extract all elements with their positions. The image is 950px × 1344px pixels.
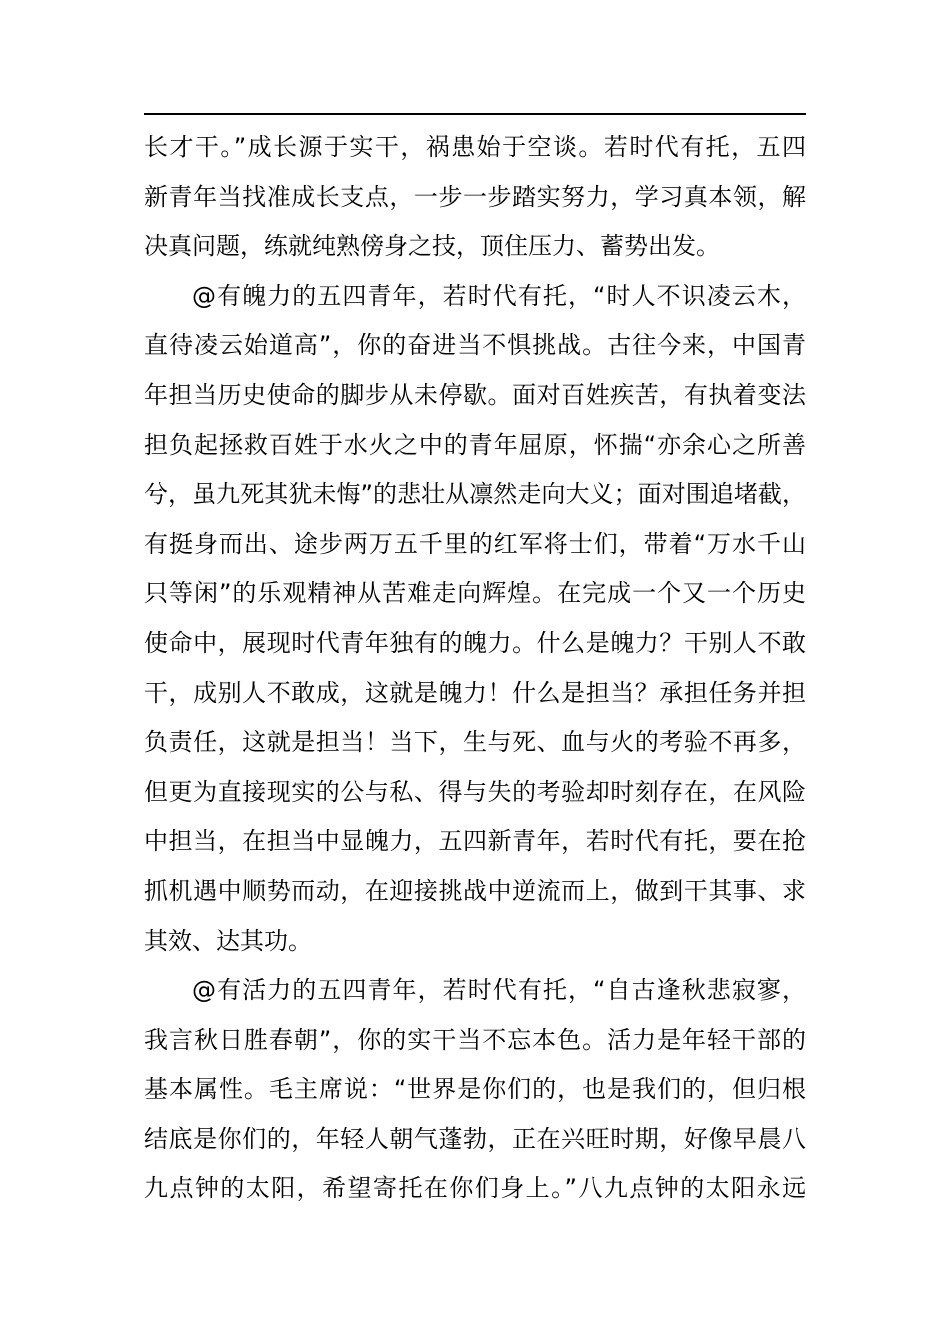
text-line: 干，成别人不敢成，这就是魄力！什么是担当？承担任务并担 — [144, 678, 806, 707]
text-line: 年担当历史使命的脚步从未停歇。面对百姓疾苦，有执着变法 — [144, 380, 806, 409]
text-line: 只等闲”的乐观精神从苦难走向辉煌。在完成一个又一个历史 — [144, 579, 806, 608]
document-body — [144, 123, 806, 1214]
text-line: 但更为直接现实的公与私、得与失的考验却时刻存在，在风险 — [144, 777, 806, 806]
header-rule — [144, 113, 806, 115]
text-line: 中担当，在担当中显魄力，五四新青年，若时代有托，要在抢 — [144, 827, 806, 856]
paragraph-first-line: @有活力的五四青年，若时代有托，“自古逢秋悲寂寥， — [192, 976, 806, 1005]
text-line: 我言秋日胜春朝”，你的实干当不忘本色。活力是年轻干部的 — [144, 1025, 806, 1054]
text-line: 直待凌云始道高”，你的奋进当不惧挑战。古往今来，中国青 — [144, 331, 806, 360]
text-line: 九点钟的太阳，希望寄托在你们身上。”八九点钟的太阳永远 — [144, 1174, 806, 1203]
text-line: 结底是你们的，年轻人朝气蓬勃，正在兴旺时期，好像早晨八 — [144, 1124, 806, 1153]
text-line: 担负起拯救百姓于水火之中的青年屈原，怀揣“亦余心之所善 — [144, 430, 806, 459]
paragraph-first-line: @有魄力的五四青年，若时代有托，“时人不识凌云木， — [192, 281, 806, 310]
text-line: 负责任，这就是担当！当下，生与死、血与火的考验不再多， — [144, 728, 806, 757]
text-line: 新青年当找准成长支点，一步一步踏实努力，学习真本领，解 — [144, 182, 806, 211]
text-line: 兮，虽九死其犹未悔”的悲壮从凛然走向大义；面对围追堵截， — [144, 480, 806, 509]
text-line: 长才干。”成长源于实干，祸患始于空谈。若时代有托，五四 — [144, 133, 806, 161]
text-line: 使命中，展现时代青年独有的魄力。什么是魄力？干别人不敢 — [144, 628, 806, 657]
text-line: 决真问题，练就纯熟傍身之技，顶住压力、蓄势出发。 — [144, 232, 720, 261]
text-line: 基本属性。毛主席说：“世界是你们的，也是我们的，但归根 — [144, 1075, 806, 1104]
text-line: 有挺身而出、途步两万五千里的红军将士们，带着“万水千山 — [144, 529, 806, 558]
text-line: 抓机遇中顺势而动，在迎接挑战中逆流而上，做到干其事、求 — [144, 876, 806, 905]
text-line: 其效、达其功。 — [144, 926, 312, 955]
